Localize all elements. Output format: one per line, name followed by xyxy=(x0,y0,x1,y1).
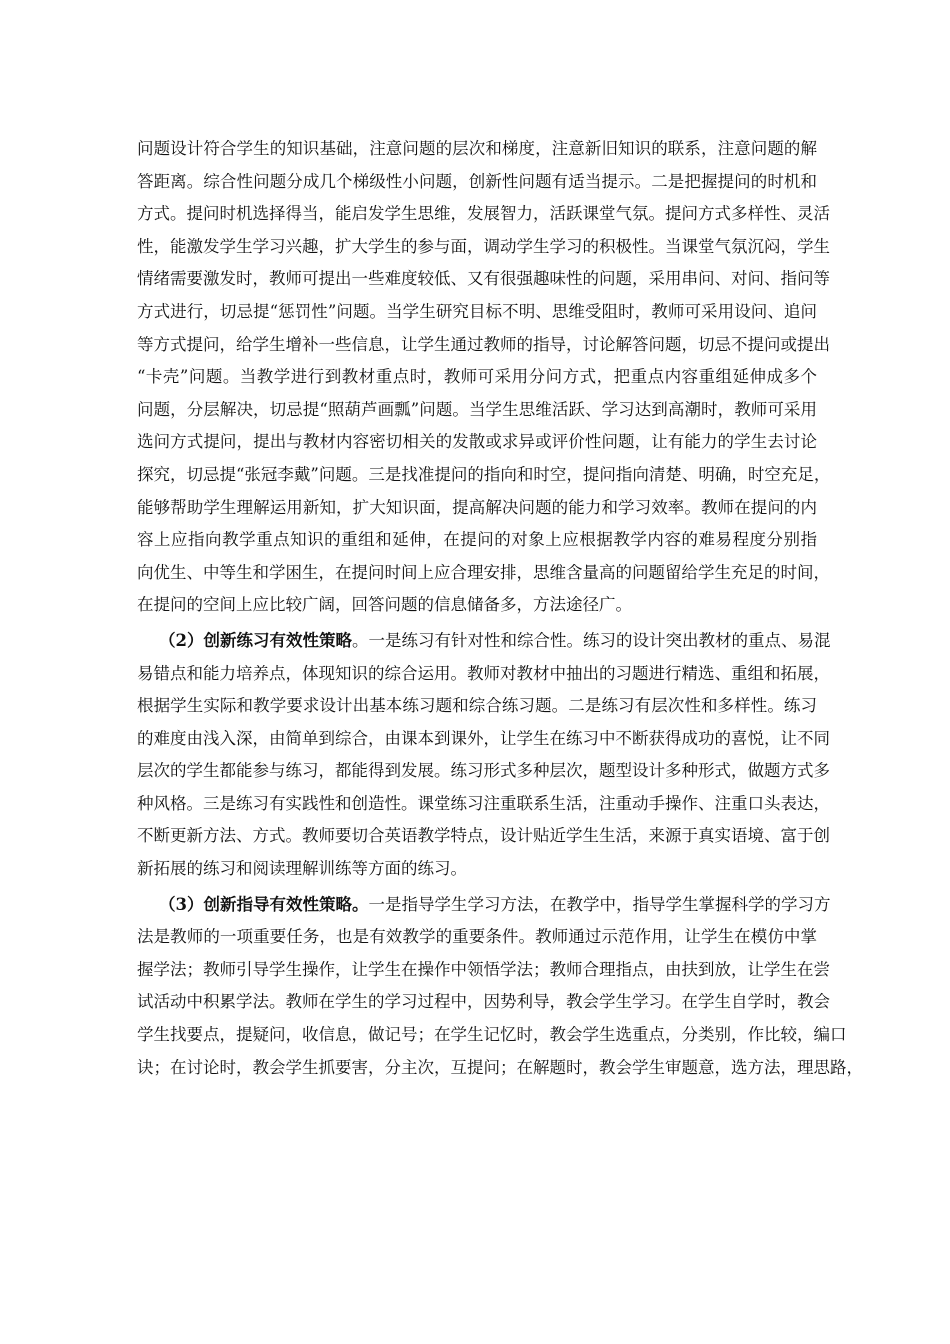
paragraph-first-line xyxy=(137,625,831,658)
text-line: 不断更新方法、方式。教师要切合英语教学特点，设计贴近学生生活，来源于真实语境、富于创 xyxy=(137,826,830,846)
text-line: 答距离。综合性问题分成几个梯级性小问题，创新性问题有适当提示。二是把握提问的时机和 xyxy=(137,171,817,191)
text-line: 诀；在讨论时，教会学生抓要害，分主次，互提问；在解题时，教会学生审题意，选方法，理思路， xyxy=(137,1057,863,1077)
text-line: 问题，分层解决，切忌提“照葫芦画瓢”问题。当学生思维活跃、学习达到高潮时，教师可采用 xyxy=(137,399,817,419)
text-line: 情绪需要激发时，教师可提出一些难度较低、又有很强趣味性的问题，采用串问、对问、指问等 xyxy=(137,269,830,289)
text-line: 容上应指向教学重点知识的重组和延伸，在提问的对象上应根据教学内容的难易程度分别指 xyxy=(137,530,817,550)
text-line: 法是教师的一项重要任务，也是有效教学的重要条件。教师通过示范作用，让学生在模仿中掌 xyxy=(137,927,817,947)
paragraph-3 xyxy=(137,889,863,1085)
text-line: 能够帮助学生理解运用新知，扩大知识面，提高解决问题的能力和学习效率。教师在提问的内 xyxy=(137,497,817,517)
text-line: 向优生、中等生和学困生，在提问时间上应合理安排，思维含量高的问题留给学生充足的时间， xyxy=(137,562,830,582)
text-line: 性，能激发学生学习兴趣，扩大学生的参与面，调动学生学习的积极性。当课堂气氛沉闷，学生 xyxy=(137,236,830,256)
text-line: 层次的学生都能参与练习，都能得到发展。练习形式多种层次，题型设计多种形式，做题方式多 xyxy=(137,761,830,781)
text-line: “卡壳”问题。当教学进行到教材重点时，教师可采用分问方式，把重点内容重组延伸成多个 xyxy=(137,367,817,387)
text-line: 问题设计符合学生的知识基础，注意问题的层次和梯度，注意新旧知识的联系，注意问题的解 xyxy=(137,139,817,158)
paragraph-2 xyxy=(137,625,831,886)
text-line: 等方式提问，给学生增补一些信息，让学生通过教师的指导，讨论解答问题，切忌不提问或提出 xyxy=(137,334,830,354)
text-line: 握学法；教师引导学生操作，让学生在操作中领悟学法；教师合理指点，由扶到放，让学生在尝 xyxy=(137,959,830,979)
text-line: 试活动中积累学法。教师在学生的学习过程中，因势利导，教会学生学习。在学生自学时，教会 xyxy=(137,992,830,1012)
section-heading: （2）创新练习有效性策略 xyxy=(159,630,352,650)
text-line: 易错点和能力培养点，体现知识的综合运用。教师对教材中抽出的习题进行精选、重组和拓展， xyxy=(137,663,830,683)
text-line: 种风格。三是练习有实践性和创造性。课堂练习注重联系生活，注重动手操作、注重口头表达， xyxy=(137,793,830,813)
text-line: 的难度由浅入深，由简单到综合，由课本到课外，让学生在练习中不断获得成功的喜悦，让不同 xyxy=(137,728,830,748)
text-line: 选问方式提问，提出与教材内容密切相关的发散或求异或评价性问题，让有能力的学生去讨论 xyxy=(137,432,817,452)
paragraph-1 xyxy=(137,133,831,622)
paragraph-first-line xyxy=(137,889,831,922)
text-line: 在提问的空间上应比较广阔，回答问题的信息储备多，方法途径广。 xyxy=(137,595,632,615)
text-run: 。一是练习有针对性和综合性。练习的设计突出教材的重点、易混 xyxy=(351,630,831,650)
text-line: 新拓展的练习和阅读理解训练等方面的练习。 xyxy=(137,859,467,879)
text-run: 一是指导学生学习方法，在教学中，指导学生掌握科学的学习方 xyxy=(368,894,831,914)
text-line: 根据学生实际和教学要求设计出基本练习题和综合练习题。二是练习有层次性和多样性。练习 xyxy=(137,696,817,716)
section-heading: （3）创新指导有效性策略。 xyxy=(159,894,369,914)
text-line: 探究，切忌提“张冠李戴”问题。三是找准提问的指向和时空，提问指向清楚、明确，时空充足， xyxy=(137,464,831,484)
text-line: 学生找要点，提疑问，收信息，做记号；在学生记忆时，教会学生选重点，分类别，作比较，编口 xyxy=(137,1025,847,1045)
document-page xyxy=(137,133,863,1084)
text-line: 方式进行，切忌提“惩罚性”问题。当学生研究目标不明、思维受阻时，教师可采用设问、追问 xyxy=(137,301,817,321)
text-line: 方式。提问时机选择得当，能启发学生思维，发展智力，活跃课堂气氛。提问方式多样性、灵活 xyxy=(137,204,830,224)
